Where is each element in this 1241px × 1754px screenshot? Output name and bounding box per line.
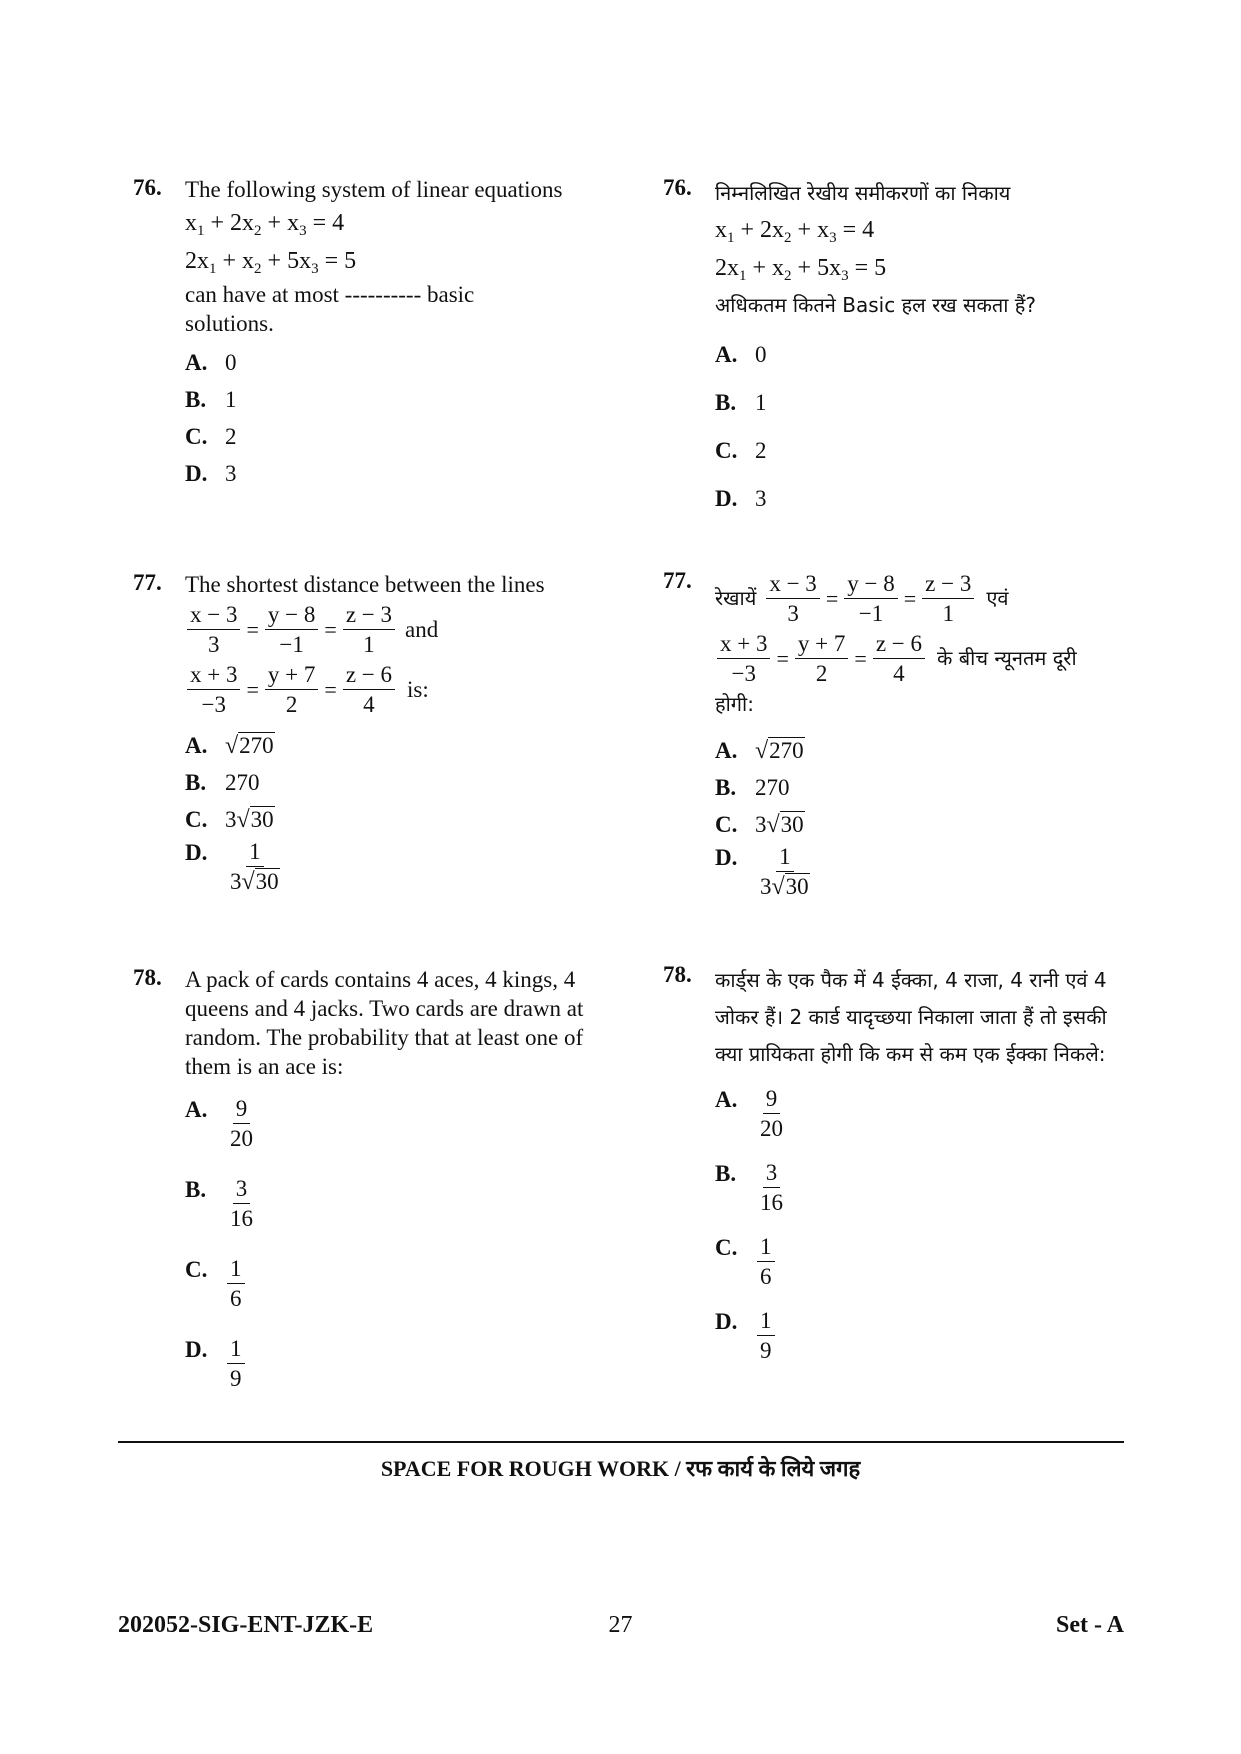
options-list	[185, 344, 565, 492]
option-a[interactable]: A. $\frac{9}{20}$	[715, 1086, 783, 1141]
question-text-continued: अधिकतम कितने Basic हल रख सकता हैं?	[715, 293, 1037, 317]
question-number: 76.	[133, 175, 162, 200]
line-1-equation: $\frac{x - 3}{3}$ = $\frac{y - 8}{-1}$ = $\frac{z - 3}{1}$ and	[185, 599, 605, 659]
equation-2: $2x_1 + x_2 + 5x_3 = 5$	[715, 255, 887, 284]
question-text: निम्नलिखित रेखीय समीकरणों का निकाय	[715, 181, 1011, 205]
option-c[interactable]: C. 2	[715, 438, 767, 463]
option-b[interactable]: B. $\frac{3}{16}$	[715, 1160, 783, 1215]
option-d[interactable]: D. $\frac{1}{3√30}$	[715, 844, 809, 900]
question-text: A pack of cards contains 4 aces, 4 kings, 4 queens and 4 jacks. Two cards are drawn at random. The probability that at least one of them is an ace is:	[185, 967, 584, 1079]
option-b[interactable]: B. 1	[715, 390, 767, 415]
option-d[interactable]: D. $\frac{1}{3√30}$	[185, 839, 279, 895]
option-a[interactable]: A. √270	[185, 733, 274, 759]
question-number: 78.	[133, 965, 162, 990]
rough-work-label: SPACE FOR ROUGH WORK / रफ कार्य के लिये जगह	[380, 1456, 861, 1481]
option-b[interactable]: B. 1	[185, 387, 237, 412]
question-text: The following system of linear equations	[185, 177, 563, 202]
option-b[interactable]: B. 270	[715, 775, 790, 800]
equation-1: $x_1 + 2x_2 + x_3 = 4$	[185, 210, 345, 239]
options-list	[185, 1095, 605, 1415]
set-label: Set - A	[1056, 1612, 1124, 1638]
question-number: 78.	[663, 962, 692, 987]
question-text: The shortest distance between the lines	[185, 572, 545, 597]
option-d[interactable]: D. $\frac{1}{9}$	[715, 1307, 1135, 1381]
option-c[interactable]: C. $\frac{1}{6}$	[185, 1255, 605, 1335]
option-a[interactable]: A. 0	[185, 350, 237, 375]
options-list	[715, 732, 1165, 901]
option-c[interactable]: C. 2	[185, 424, 237, 449]
option-b[interactable]: B. 270	[185, 770, 260, 795]
question-number: 77.	[663, 568, 692, 593]
question-text: कार्ड्स के एक पैक में 4 ईक्का, 4 राजा, 4 रानी एवं 4 जोकर हैं। 2 कार्ड यादृच्छया निकाला जाता हैं तो इसकी क्या प्रायिकता होगी कि कम से कम एक ईक्का निकले:	[715, 968, 1107, 1066]
question-text-continued: can have at most ---------- basic solutions.	[185, 282, 475, 336]
option-a[interactable]: A. 0	[715, 342, 767, 367]
question-number: 76.	[663, 175, 692, 200]
paper-code: 202052-SIG-ENT-JZK-E	[118, 1612, 374, 1638]
option-b[interactable]: B. $\frac{3}{16}$	[185, 1176, 253, 1231]
options-list	[715, 331, 1155, 523]
equation-1: $x_1 + 2x_2 + x_3 = 4$	[715, 217, 875, 246]
option-a[interactable]: A. √270	[715, 738, 804, 764]
option-d[interactable]: D. $\frac{1}{9}$	[185, 1335, 605, 1415]
line-1-equation: रेखायें $\frac{x - 3}{3}$ = $\frac{y - 8}{-1}$ = $\frac{z - 3}{1}$ एवं	[715, 570, 1009, 626]
divider	[118, 1441, 1124, 1443]
option-c[interactable]: C. 3√30	[185, 807, 274, 833]
option-a[interactable]: A. $\frac{9}{20}$	[185, 1096, 253, 1151]
option-c[interactable]: C. $\frac{1}{6}$	[715, 1233, 1135, 1307]
line-2-equation: $\frac{x + 3}{-3}$ = $\frac{y + 7}{2}$ = $\frac{z - 6}{4}$ के बीच न्यूनतम दूरी	[715, 628, 1165, 688]
option-c[interactable]: C. 3√30	[715, 812, 804, 838]
page-number: 27	[608, 1612, 633, 1638]
question-text-end: होगी:	[715, 692, 754, 716]
options-list	[715, 1085, 1135, 1381]
option-d[interactable]: D. 3	[185, 461, 237, 486]
equation-2: $2x_1 + x_2 + 5x_3 = 5$	[185, 248, 357, 277]
option-d[interactable]: D. 3	[715, 486, 767, 511]
line-2-equation: $\frac{x + 3}{-3}$ = $\frac{y + 7}{2}$ = $\frac{z - 6}{4}$ is:	[185, 659, 605, 719]
question-number: 77.	[133, 570, 162, 595]
options-list	[185, 727, 605, 896]
